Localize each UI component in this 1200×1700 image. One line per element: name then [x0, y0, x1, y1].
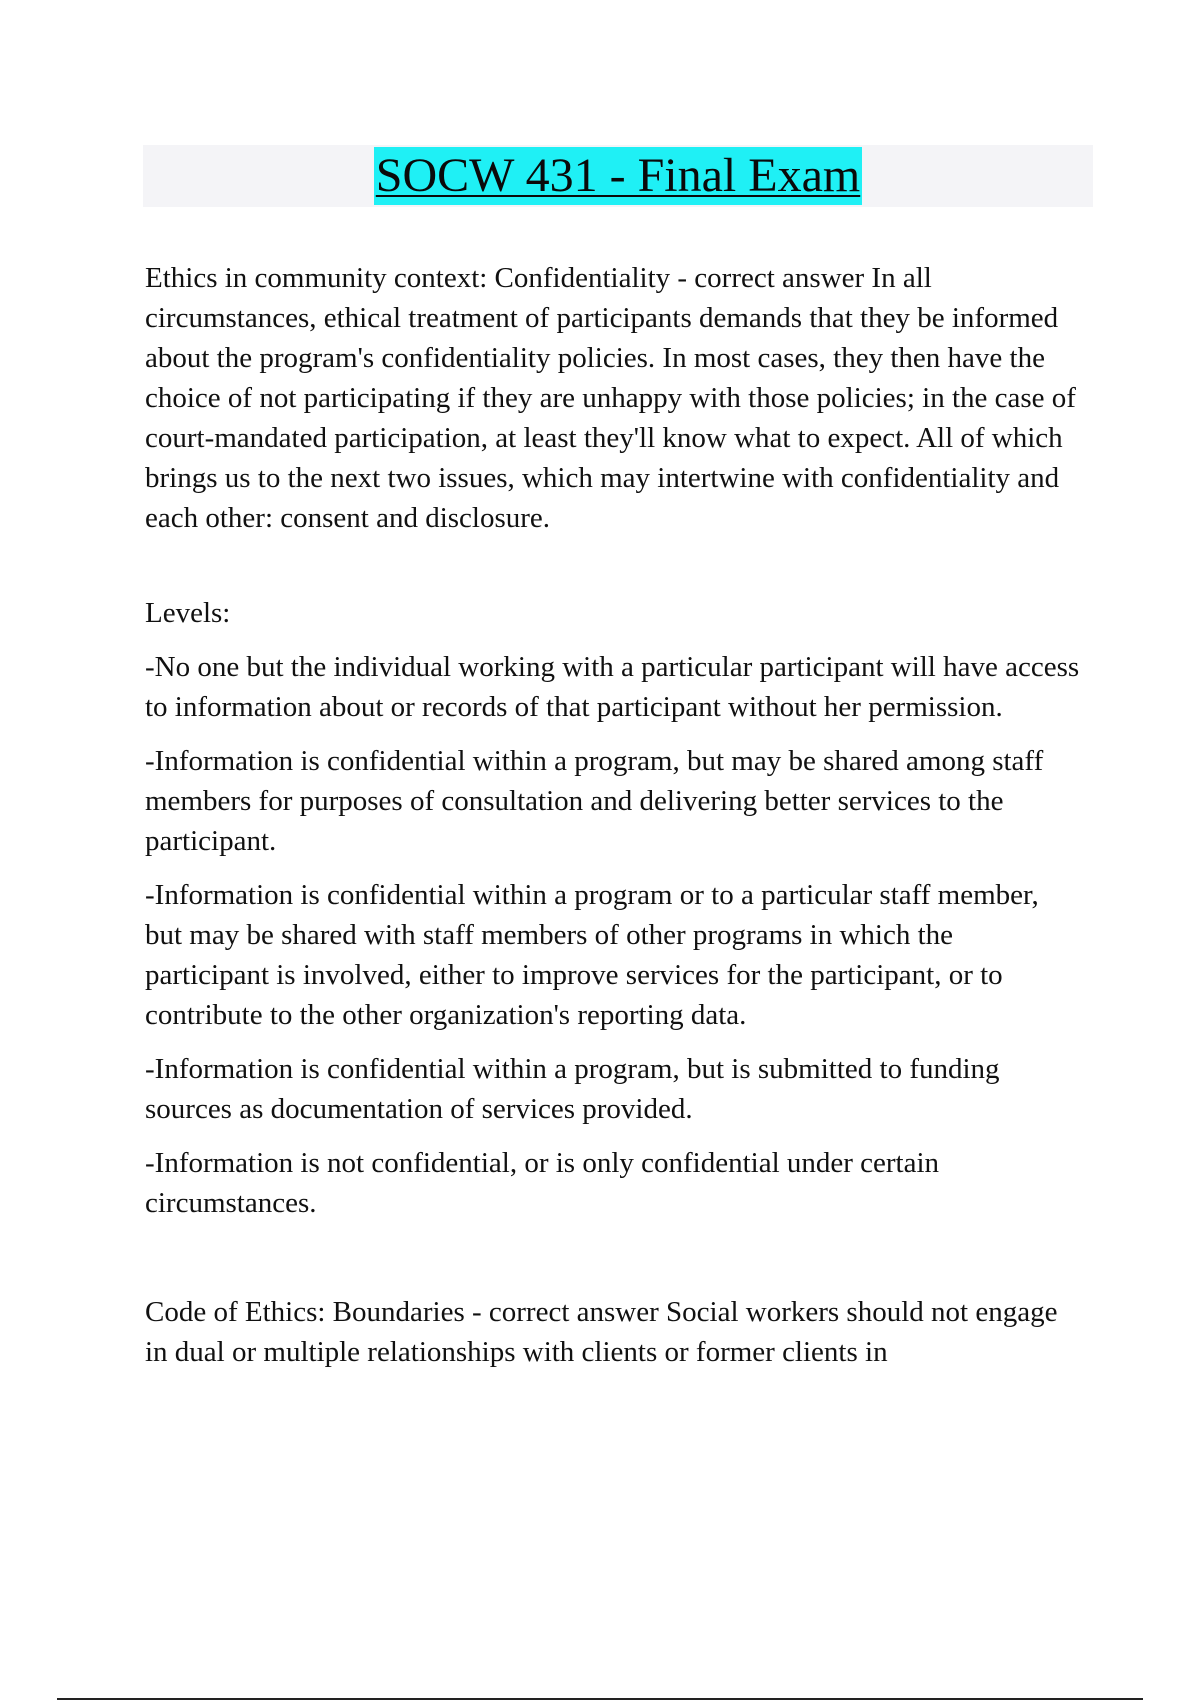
level-item: -Information is confidential within a program, but is submitted to funding sources as documentation of services provided. — [145, 1053, 1000, 1125]
title-band — [143, 145, 1093, 207]
spacer — [145, 538, 1080, 593]
page-title: SOCW 431 - Final Exam — [374, 147, 862, 205]
intro-paragraph: Ethics in community context: Confidentiality - correct answer In all circumstances, ethical treatment of participants demands that they be informed about the program's confidentiality policies. In most cases, they then have the choice of not participating if they are unhappy with those policies; in the case of court-mandated participation, at least they'll know what to expect. All of which brings us to the next two issues, which may intertwine with confidentiality and each other: consent and disclosure. — [145, 262, 1076, 534]
levels-label: Levels: — [145, 597, 231, 629]
level-item: -No one but the individual working with a particular participant will have access to information about or records of that participant without her permission. — [145, 651, 1080, 723]
spacer — [145, 1237, 1080, 1292]
document-body — [145, 258, 1080, 1372]
boundaries-paragraph: Code of Ethics: Boundaries - correct answer Social workers should not engage in dual or multiple relationships with clients or former clients in — [145, 1296, 1058, 1368]
level-item: -Information is not confidential, or is only confidential under certain circumstances. — [145, 1147, 940, 1219]
level-item: -Information is confidential within a program or to a particular staff member, but may be shared with staff members of other programs in which the participant is involved, either to improve services for the participant, or to contribute to the other organization's reporting data. — [145, 879, 1039, 1031]
level-item: -Information is confidential within a program, but may be shared among staff members for purposes of consultation and delivering better services to the participant. — [145, 745, 1044, 857]
